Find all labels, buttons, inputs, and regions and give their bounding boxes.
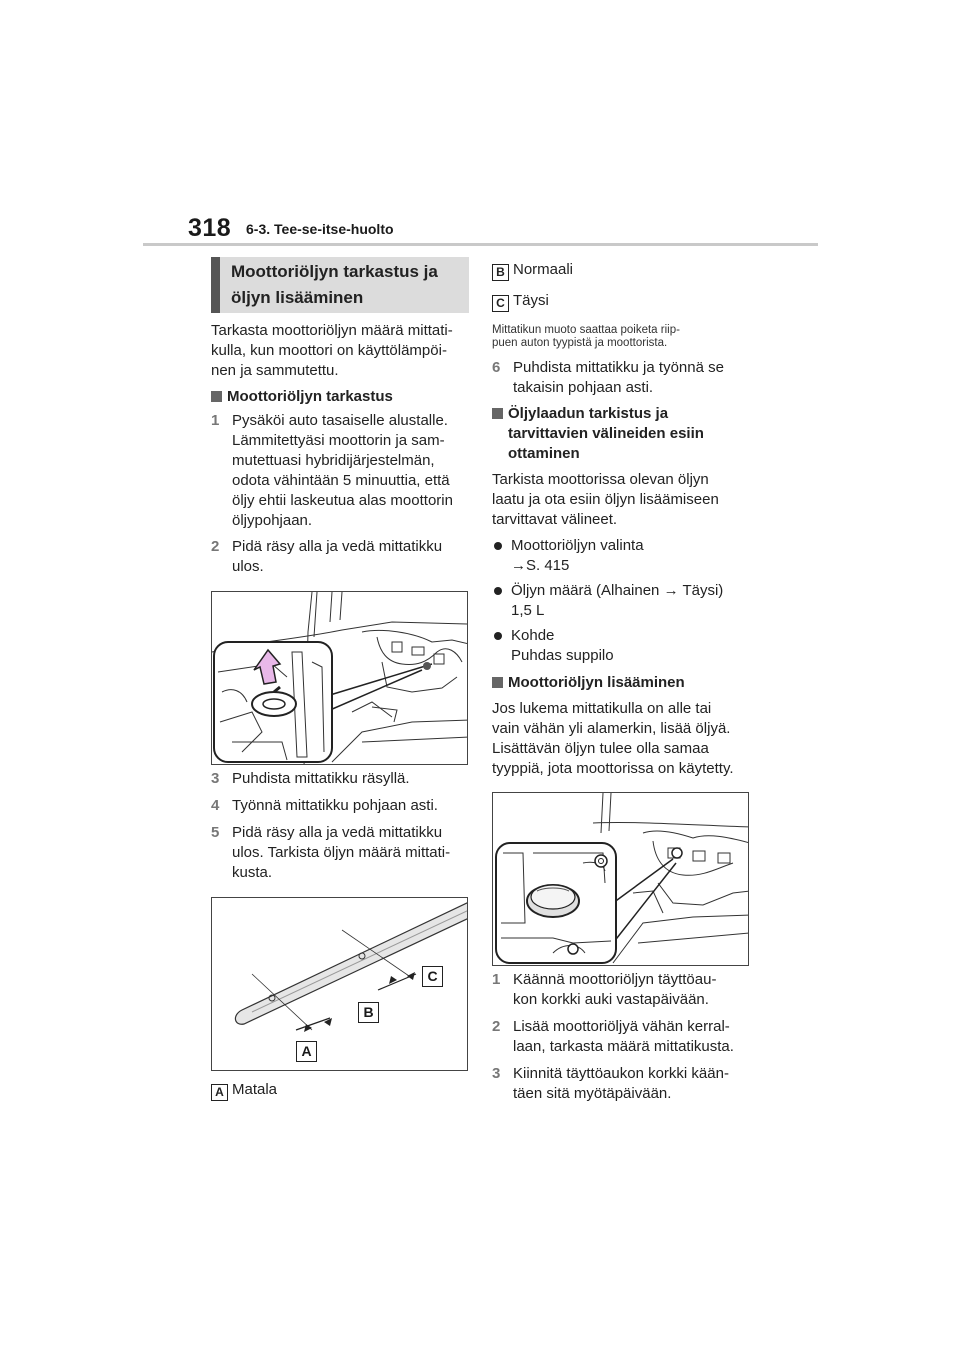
section-header: 6-3. Tee-se-itse-huolto [246, 221, 394, 237]
dipstick-label-a: A [296, 1041, 317, 1062]
step-line: ulos. [232, 558, 264, 575]
step-number: 3 [492, 1065, 501, 1082]
legend-box-c: C [492, 295, 509, 312]
step-add-1 [492, 970, 754, 1010]
adding-paragraph [492, 699, 754, 779]
page-reference-link[interactable]: →S. 415 [511, 557, 570, 574]
subheading-check [211, 387, 473, 407]
subheading-line: ottaminen [508, 445, 580, 462]
bullet-line: Kohde [511, 627, 555, 644]
legend-box-a: A [211, 1084, 228, 1101]
step-line: kon korkki auki vastapäivään. [513, 991, 709, 1008]
bullet-line: Öljyn määrä (Alhainen → Täysi) [511, 582, 724, 599]
note-line: puen auton tyypistä ja moottorista. [492, 337, 668, 349]
step-line: Kiinnitä täyttöaukon korkki kään- [513, 1065, 729, 1082]
legend-normal [492, 260, 573, 281]
quality-paragraph [492, 470, 754, 530]
legend-full-text: Täysi [513, 292, 549, 309]
subheading-adding [492, 673, 754, 693]
intro-paragraph [211, 321, 473, 381]
square-bullet-icon [492, 408, 503, 419]
square-bullet-icon [211, 391, 222, 402]
step-line: odota vähintään 5 minuuttia, että [232, 472, 450, 489]
bullet-dot-icon [494, 542, 502, 550]
paragraph-line: tyyppiä, jota moottorissa on käytetty. [492, 760, 734, 777]
step-line: Pysäköi auto tasaiselle alustalle. [232, 412, 448, 429]
legend-box-b: B [492, 264, 509, 281]
step-number: 2 [492, 1018, 501, 1035]
step-5 [211, 823, 473, 883]
step-number: 6 [492, 359, 501, 376]
bullet-oil-amount [492, 581, 754, 621]
bullet-dot-icon [494, 632, 502, 640]
step-line: Työnnä mittatikku pohjaan asti. [232, 797, 438, 814]
step-line: takaisin pohjaan asti. [513, 379, 654, 396]
dipstick-label-b: B [358, 1002, 379, 1023]
step-line: Käännä moottoriöljyn täyttöau- [513, 971, 717, 988]
paragraph-line: laatu ja ota esiin öljyn lisäämiseen [492, 491, 719, 508]
step-add-2 [492, 1017, 754, 1057]
oil-filler-cap-figure [492, 792, 749, 966]
step-line: täen sitä myötäpäivään. [513, 1085, 672, 1102]
bullet-dot-icon [494, 587, 502, 595]
step-line: Puhdista mittatikku ja työnnä se [513, 359, 724, 376]
legend-normal-text: Normaali [513, 261, 574, 278]
step-number: 2 [211, 538, 220, 555]
section-title-box [211, 257, 469, 313]
paragraph-line: Lisättävän öljyn tulee olla samaa [492, 740, 709, 757]
subheading-quality [492, 404, 754, 464]
engine-dipstick-figure [211, 591, 468, 765]
step-line: Lämmitettyäsi moottorin ja sam- [232, 432, 445, 449]
step-line: öljy ehtii laskeutua alas moottorin [232, 492, 453, 509]
step-line: kusta. [232, 864, 273, 881]
step-number: 3 [211, 770, 220, 787]
paragraph-line: vain vähän yli alamerkin, lisää öljyä. [492, 720, 731, 737]
square-bullet-icon [492, 677, 503, 688]
step-line: Lisää moottoriöljyä vähän kerral- [513, 1018, 730, 1035]
header-divider [143, 243, 818, 246]
subheading-line: Öljylaadun tarkistus ja [508, 405, 669, 422]
legend-low-text: Matala [232, 1081, 278, 1098]
subheading-check-text: Moottoriöljyn tarkastus [227, 388, 393, 405]
step-2 [211, 537, 473, 577]
bullet-line: 1,5 L [511, 602, 545, 619]
bullet-line: Moottoriöljyn valinta [511, 537, 644, 554]
step-line: Pidä räsy alla ja vedä mittatikku [232, 824, 443, 841]
step-line: Pidä räsy alla ja vedä mittatikku [232, 538, 443, 555]
note-line: Mittatikun muoto saattaa poiketa riip- [492, 324, 680, 336]
bullet-line: Puhdas suppilo [511, 647, 614, 664]
section-title-line2: öljyn lisääminen [231, 288, 364, 307]
paragraph-line: tarvittavat välineet. [492, 511, 618, 528]
step-3 [211, 769, 473, 789]
legend-full [492, 291, 549, 312]
dipstick-shape-note [492, 324, 754, 350]
step-line: laan, tarkasta määrä mittatikusta. [513, 1038, 734, 1055]
intro-line: Tarkasta moottoriöljyn määrä mittati- [211, 322, 453, 339]
step-1 [211, 411, 473, 531]
legend-low [211, 1080, 277, 1101]
page-number: 318 [188, 214, 232, 242]
step-line: Puhdista mittatikku räsyllä. [232, 770, 410, 787]
step-number: 5 [211, 824, 220, 841]
step-number: 1 [211, 412, 220, 429]
subheading-line: tarvittavien välineiden esiin [508, 425, 704, 442]
intro-line: kulla, kun moottori on käyttölämpöi- [211, 342, 447, 359]
bullet-oil-selection [492, 536, 754, 576]
step-4 [211, 796, 473, 816]
section-title-line1: Moottoriöljyn tarkastus ja [231, 262, 438, 281]
paragraph-line: Jos lukema mittatikulla on alle tai [492, 700, 712, 717]
dipstick-tip-figure [211, 897, 468, 1071]
step-number: 1 [492, 971, 501, 988]
step-add-3 [492, 1064, 754, 1104]
paragraph-line: Tarkista moottorissa olevan öljyn [492, 471, 709, 488]
intro-line: nen ja sammutettu. [211, 362, 339, 379]
dipstick-label-c: C [422, 966, 443, 987]
bullet-item [492, 626, 754, 666]
step-line: öljypohjaan. [232, 512, 313, 529]
step-number: 4 [211, 797, 220, 814]
step-line: ulos. Tarkista öljyn määrä mittati- [232, 844, 451, 861]
step-line: mutettuasi hybridijärjestelmän, [232, 452, 435, 469]
step-6 [492, 358, 754, 398]
subheading-adding-text: Moottoriöljyn lisääminen [508, 674, 685, 691]
